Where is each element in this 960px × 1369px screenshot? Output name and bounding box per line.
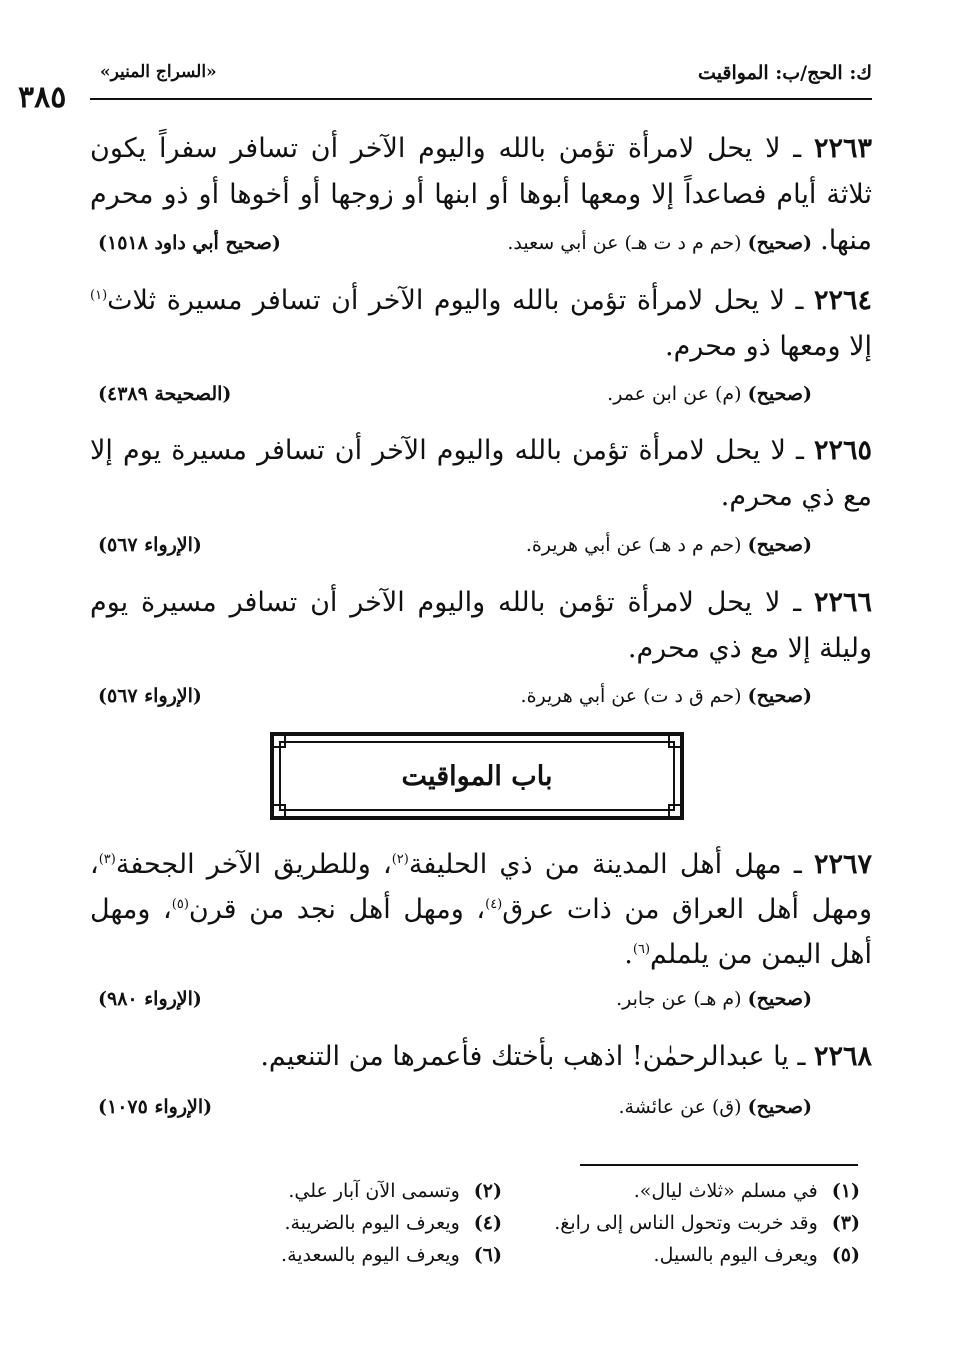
book-title: «السراج المنير»: [100, 62, 217, 82]
hadith-text: ، ومهل أهل نجد من قرن: [188, 894, 486, 925]
grade: (صحيح): [747, 1096, 812, 1118]
hadith-ref: [90, 1096, 872, 1128]
footnote-number: (٥): [831, 1244, 860, 1266]
hadith-text: ـ لا يحل لامرأة تؤمن بالله واليوم الآخر أن تسافر مسيرة ثلاث: [107, 285, 804, 316]
grade: (صحيح): [747, 685, 812, 707]
grade: (صحيح): [747, 534, 812, 556]
source-ref: (الإرواء ٩٨٠): [98, 988, 202, 1010]
source-ref: (الإرواء ١٠٧٥): [98, 1096, 213, 1118]
footnote: [554, 1212, 860, 1242]
footnote-marker[interactable]: (٤): [485, 897, 503, 912]
hadith-2264: [90, 278, 872, 370]
hadith-text: .: [624, 939, 633, 970]
footnote: [284, 1212, 502, 1242]
hadith-number: ٢٢٦٦: [813, 587, 872, 618]
narration: (حم م د ت هـ) عن أبي سعيد.: [507, 232, 742, 254]
hadith-2266: [90, 580, 872, 672]
footnote-number: (٤): [473, 1212, 502, 1234]
chapter-title-frame: [270, 732, 684, 820]
footnote-rule: [580, 1164, 858, 1166]
hadith-grade-line: [616, 988, 812, 1010]
hadith-2265: [90, 428, 872, 520]
hadith-ref: [90, 232, 872, 264]
footnote-number: (٦): [473, 1244, 502, 1266]
grade: (صحيح): [747, 988, 812, 1010]
narration: (م) عن ابن عمر.: [607, 383, 742, 405]
footnote: [288, 1180, 502, 1210]
source-ref: (الإرواء ٥٦٧): [98, 534, 202, 556]
footnote: [654, 1244, 860, 1274]
hadith-2268: [90, 1034, 872, 1080]
narration: (م هـ) عن جابر.: [616, 988, 742, 1010]
hadith-number: ٢٢٦٥: [813, 435, 872, 466]
hadith-ref: [90, 534, 872, 566]
footnote-text: ويعرف اليوم بالسعدية.: [281, 1244, 460, 1266]
source-ref: (صحيح أبي داود ١٥١٨): [98, 232, 281, 254]
footnote-text: في مسلم «ثلاث ليال».: [633, 1180, 818, 1202]
hadith-ref: [90, 685, 872, 717]
hadith-grade-line: [619, 1096, 812, 1118]
footnote-marker[interactable]: (٦): [632, 942, 651, 957]
grade: (صحيح): [747, 232, 812, 254]
hadith-text: ـ مهل أهل المدينة من ذي الحليفة: [408, 849, 802, 880]
footnote: [634, 1180, 860, 1210]
footnote-text: ويعرف اليوم بالضريبة.: [284, 1212, 460, 1234]
hadith-number: ٢٢٦٧: [813, 849, 872, 880]
hadith-text-cont: إلا ومعها ذو محرم.: [665, 331, 872, 362]
narration: (حم ق د ت) عن أبي هريرة.: [520, 685, 742, 707]
hadith-text: ، ومهل أهل اليمن من يلملم: [90, 894, 872, 970]
hadith-text: ـ يا عبدالرحمٰن! اذهب بأختك فأعمرها من التنعيم.: [260, 1041, 806, 1072]
footnote-number: (١): [831, 1180, 860, 1202]
source-ref: (الصحيحة ٤٣٨٩): [98, 383, 232, 405]
hadith-number: ٢٢٦٨: [813, 1041, 872, 1072]
hadith-grade-line: [507, 232, 812, 254]
footnote-text: وتسمى الآن آبار علي.: [288, 1180, 460, 1202]
hadith-text: ـ لا يحل لامرأة تؤمن بالله واليوم الآخر أن تسافر سفراً يكون ثلاثة أيام فصاعداً إلا ومعها أبوها أو ابنها أو زوجها أو أخوها أو ذو محرم منها.: [90, 133, 872, 256]
footnote-marker[interactable]: (٣): [98, 852, 116, 867]
hadith-number: ٢٢٦٤: [813, 285, 872, 316]
chapter-title: باب المواقيت: [279, 741, 675, 811]
footnote-marker[interactable]: (١): [90, 288, 108, 303]
hadith-2267: [90, 842, 872, 977]
footnote: [281, 1244, 502, 1274]
footnote-text: وقد خربت وتحول الناس إلى رابغ.: [554, 1212, 818, 1234]
source-ref: (الإرواء ٥٦٧): [98, 685, 202, 707]
header-rule: [90, 98, 872, 100]
footnote-number: (٢): [473, 1180, 502, 1202]
footnote-marker[interactable]: (٢): [391, 852, 409, 867]
narration: (حم م د هـ) عن أبي هريرة.: [525, 534, 742, 556]
narration: (ق) عن عائشة.: [618, 1096, 742, 1118]
hadith-text: ـ لا يحل لامرأة تؤمن بالله واليوم الآخر أن تسافر مسيرة يوم وليلة إلا مع ذي محرم.: [90, 587, 872, 664]
hadith-text: ـ لا يحل لامرأة تؤمن بالله واليوم الآخر أن تسافر مسيرة يوم إلا مع ذي محرم.: [90, 435, 872, 512]
hadith-ref: [90, 988, 872, 1020]
footnote-number: (٣): [831, 1212, 860, 1234]
footnote-text: ويعرف اليوم بالسيل.: [653, 1244, 818, 1266]
grade: (صحيح): [747, 383, 812, 405]
footnote-marker[interactable]: (٥): [171, 897, 189, 912]
page-number: ٣٨٥: [18, 80, 67, 115]
chapter-header: ك: الحج/ب: المواقيت: [698, 62, 872, 84]
hadith-ref: [90, 383, 872, 415]
hadith-text: ، ومهل أهل العراق من ذات عرق: [90, 849, 872, 925]
hadith-number: ٢٢٦٣: [813, 133, 872, 164]
hadith-grade-line: [607, 383, 812, 405]
hadith-grade-line: [521, 685, 812, 707]
hadith-grade-line: [526, 534, 812, 556]
hadith-text: ، وللطريق الآخر الجحفة: [115, 849, 392, 880]
